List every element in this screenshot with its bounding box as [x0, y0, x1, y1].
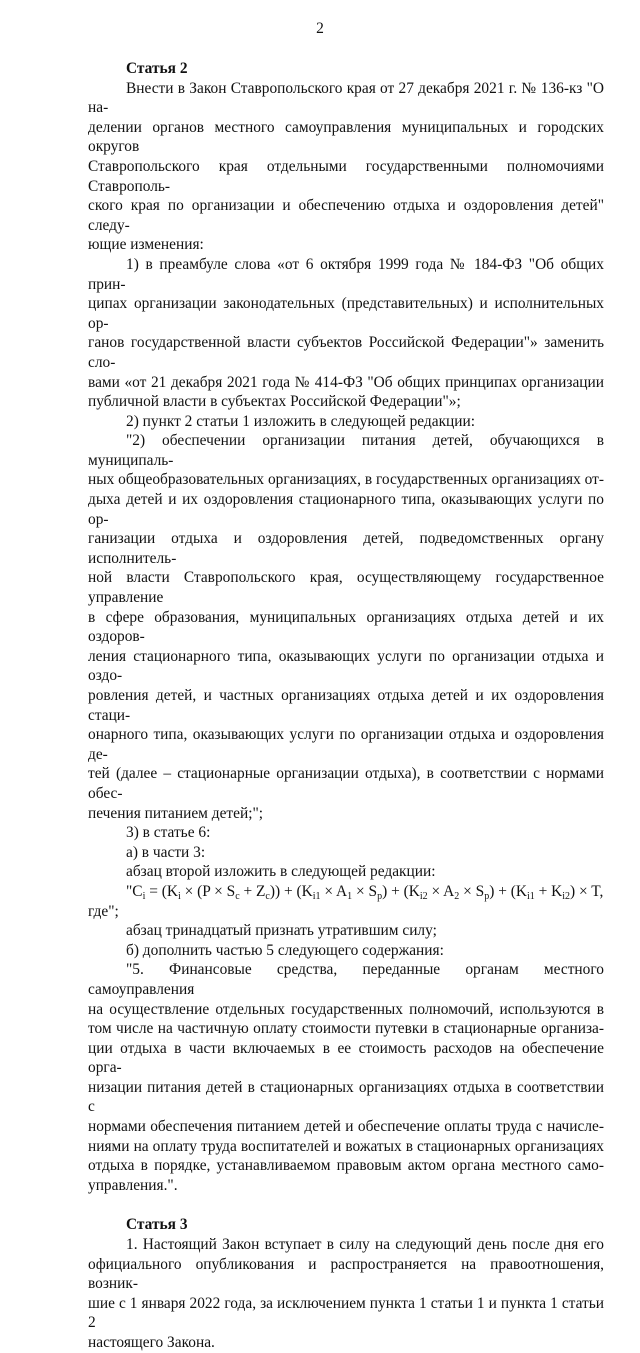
text-line: делении органов местного самоуправления муниципальных и городских округов — [88, 118, 604, 156]
text-line: том числе на частичную оплату стоимости путевки в стационарные организа- — [88, 1020, 604, 1038]
article-2-item-3: 3) в статье 6: — [126, 824, 211, 842]
page-number: 2 — [316, 20, 324, 37]
text-line: "2) обеспечении организации питания детей, обучающихся в муниципаль- — [88, 432, 604, 469]
text-line: ровления детей, и частных организациях отдыха детей и их оздоровления стаци- — [88, 687, 604, 724]
cost-formula — [88, 882, 604, 921]
text-line: ции отдыха в части включаемых в ее стоимость расходов на обеспечение орга- — [88, 1039, 604, 1077]
text-line: нормами обеспечения питанием детей и обеспечение оплаты труда с начисле- — [88, 1118, 604, 1136]
text-line: публичной власти в субъектах Российской Федерации"»; — [88, 393, 461, 411]
formula-tail: где"; — [88, 902, 119, 920]
text-line: "5. Финансовые средства, переданные органам местного самоуправления — [88, 961, 604, 998]
text-line: шие с 1 января 2022 года, за исключением пункта 1 статьи 1 и пункта 1 статьи 2 — [88, 1294, 604, 1332]
article-2-item-3b: б) дополнить частью 5 следующего содержания: — [126, 941, 444, 959]
article-2-item-3a: а) в части 3: — [126, 843, 206, 861]
formula-line: "$C_i = (K_i \times (P \times S_c + Z_c)) + (K_{i1} \times A_1 \times S_p) + (K_{i2} \times A_2 \times S_p) + (K_{i1} + K_{i2}) \times T$, — [126, 882, 604, 902]
text-line: ниями на оплату труда воспитателей и вожатых в стационарных организациях — [88, 1137, 604, 1155]
text-line: дыха детей и их оздоровления стационарного типа, оказывающих услуги по ор- — [88, 491, 604, 528]
text-line: ганов государственной власти субъектов Российской Федерации"» заменить сло- — [88, 334, 604, 371]
article-3-heading: Статья 3 — [126, 1216, 188, 1234]
text-line: официального опубликования и распространяется на правоотношения, возник- — [88, 1255, 604, 1293]
text-line: 1) в преамбуле слова «от 6 октября 1999 года № 184-ФЗ "Об общих прин- — [88, 255, 604, 293]
document-body — [88, 59, 604, 1353]
text-line: онарного типа, оказывающих услуги по организации отдыха и оздоровления де- — [88, 726, 604, 763]
text-line: управления.". — [88, 1176, 178, 1194]
text-line: ной власти Ставропольского края, осуществляющему государственное управление — [88, 569, 604, 607]
text-line: ципах организации законодательных (представительных) и исполнительных ор- — [88, 295, 604, 332]
article-2-item-2-quote — [88, 431, 604, 823]
article-3-item-1 — [88, 1235, 604, 1353]
text-line: отдыха в порядке, устанавливаемом правовым актом органа местного само- — [88, 1157, 604, 1175]
article-2-item-3a-text: абзац второй изложить в следующей редакции: — [126, 863, 436, 881]
article-2-heading: Статья 2 — [126, 60, 188, 77]
text-line: ления стационарного типа, оказывающих услуги по организации отдыха и оздо- — [88, 647, 604, 685]
text-line: настоящего Закона. — [88, 1334, 215, 1351]
article-2-item-3a-text-2: абзац тринадцатый признать утратившим силу; — [126, 922, 437, 940]
article-2-intro — [88, 79, 604, 255]
text-line: ющие изменения: — [88, 236, 204, 254]
text-line: вами «от 21 декабря 2021 года № 414-ФЗ "Об общих принципах организации — [88, 373, 604, 391]
text-line: печения питанием детей;"; — [88, 804, 264, 822]
text-line: тей (далее – стационарные организации отдыха), в соответствии с нормами обес- — [88, 765, 604, 802]
text-line: 1. Настоящий Закон вступает в силу на следующий день после дня его — [126, 1236, 604, 1254]
article-2-item-3b-quote — [88, 960, 604, 1195]
text-line: ганизации отдыха и оздоровления детей, подведомственных органу исполнитель- — [88, 530, 604, 567]
text-line: Ставропольского края отдельными государственными полномочиями Ставрополь- — [88, 157, 604, 195]
article-2-item-2: 2) пункт 2 статьи 1 изложить в следующей редакции: — [126, 412, 476, 430]
text-line: ского края по организации и обеспечению отдыха и оздоровления детей" следу- — [88, 197, 604, 234]
text-line: на осуществление отдельных государственных полномочий, используются в — [88, 1000, 604, 1018]
text-line: низации питания детей в стационарных организациях отдыха в соответствии с — [88, 1078, 604, 1116]
article-2-item-1 — [88, 255, 604, 412]
text-line: ных общеобразовательных организациях, в государственных организациях от- — [88, 471, 604, 489]
text-line: Внести в Закон Ставропольского края от 27 декабря 2021 г. № 136-кз "О на- — [88, 79, 604, 117]
text-line: в сфере образования, муниципальных организациях отдыха детей и их оздоров- — [88, 608, 604, 646]
